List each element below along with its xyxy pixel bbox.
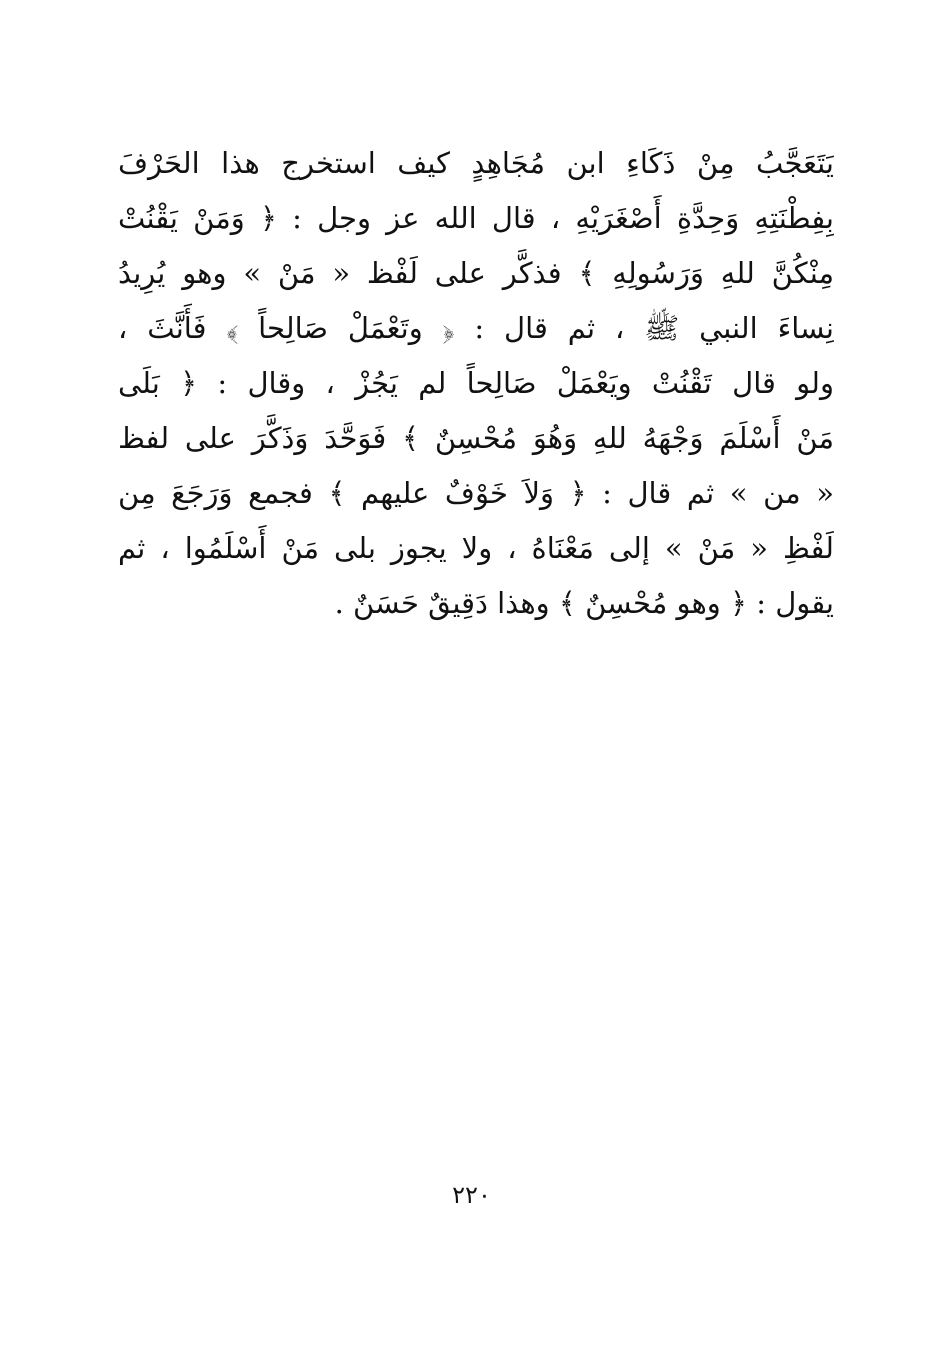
body-text (118, 136, 834, 631)
text-line-4: نِساءَ النبي ﷺ ، ثم قال : ﴿ وتَعْمَلْ صَالِحاً ﴾ فَأَنَّثَ ، (118, 311, 834, 345)
text-line-5: ولو قال تَقْنُتْ ويَعْمَلْ صَالِحاً لم يَجُزْ ، وقال : ﴿ بَلَى (118, 366, 834, 400)
page-number: ٢٢٠ (452, 1181, 491, 1209)
text-line-8: لَفْظِ « مَنْ » إلى مَعْنَاهُ ، ولا يجوز بلى مَنْ أَسْلَمُوا ، ثم (118, 531, 834, 565)
text-line-2: بِفِطْنَتِهِ وَحِدَّةِ أَصْغَرَيْهِ ، قال الله عز وجل : ﴿ وَمَنْ يَقْنُتْ (118, 201, 834, 235)
text-line-9: يقول : ﴿ وهو مُحْسِنٌ ﴾ وهذا دَقِيقٌ حَسَنٌ . (334, 586, 834, 620)
text-line-3: مِنْكُنَّ للهِ وَرَسُولِهِ ﴾ فذكَّر على لَفْظ « مَنْ » وهو يُرِيدُ (118, 256, 834, 290)
text-line-7: « من » ثم قال : ﴿ وَلاَ خَوْفٌ عليهم ﴾ فجمع وَرَجَعَ مِن (118, 476, 834, 510)
text-line-6: مَنْ أَسْلَمَ وَجْهَهُ للهِ وَهُوَ مُحْسِنٌ ﴾ فَوَحَّدَ وَذَكَّرَ على لفظ (118, 421, 834, 455)
text-line-1: يَتَعَجَّبُ مِنْ ذَكَاءِ ابن مُجَاهِدٍ كيف استخرج هذا الحَرْفَ (118, 146, 834, 180)
